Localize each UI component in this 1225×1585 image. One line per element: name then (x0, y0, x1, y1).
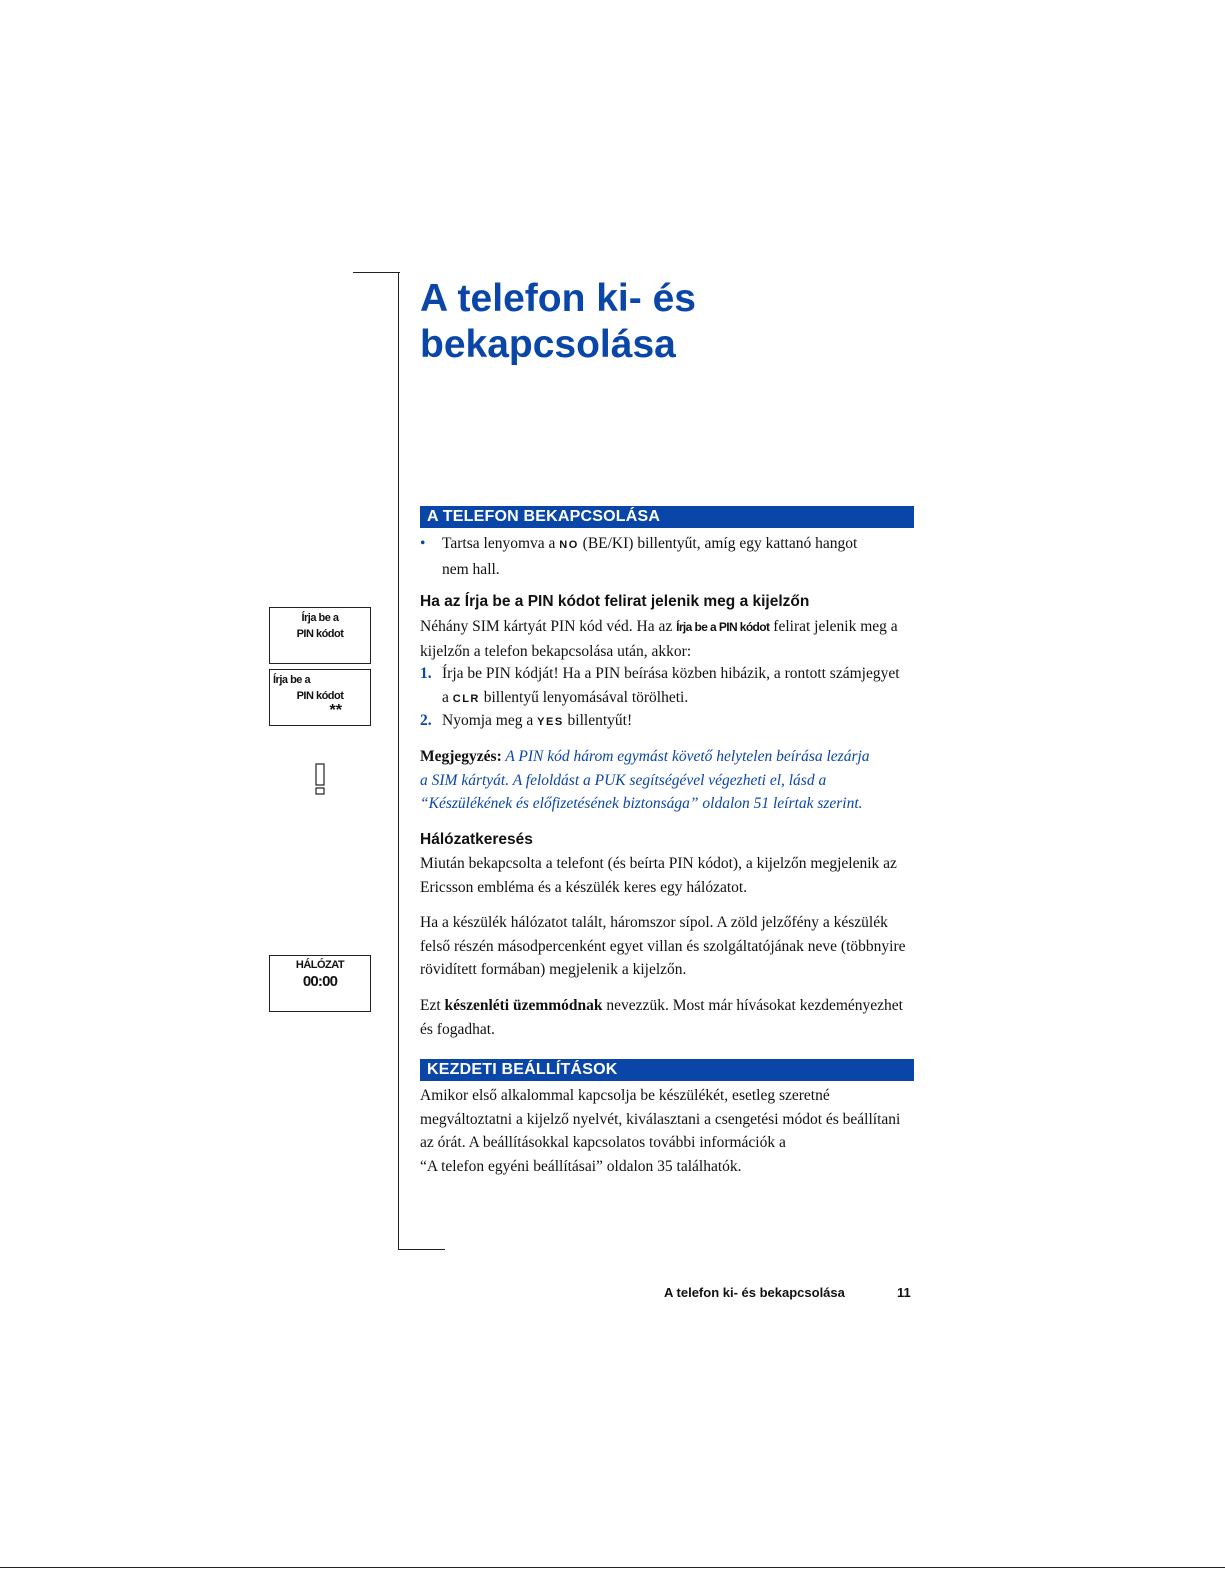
exclamation-icon (313, 763, 327, 795)
pin-paragraph: Néhány SIM kártyát PIN kód véd. Ha az Írja be a PIN kódot felirat jelenik meg a kijelzőn a telefon bekapcsolása után, akkor: (420, 618, 898, 660)
page-number: 11 (897, 1285, 911, 1300)
margin-rule-top (353, 272, 400, 273)
step-2: 2. Nyomja meg a YES billentyűt! (420, 712, 633, 729)
key-no: NO (559, 539, 579, 551)
note-label: Megjegyzés: (420, 748, 502, 765)
standby-paragraph: Ezt készenléti üzemmódnak nevezzük. Most már hívásokat kezdeményezhet és fogadhat. (420, 997, 903, 1038)
network-subheading: Hálózatkeresés (420, 831, 533, 848)
note-paragraph: Megjegyzés: A PIN kód három egymást követő helytelen beírása lezárja a SIM kártyát. A feloldást a PUK segítségével végezheti el, lásd a “Készülékének és előfizetésének biztonsága” oldalon 51 leírtak szerint. (420, 748, 870, 812)
bullet-item: • Tartsa lenyomva a NO (BE/KI) billentyűt, amíg egy kattanó hangot nem hall. (420, 532, 914, 581)
chapter-title-line2: bekapcsolása (420, 323, 676, 366)
key-clr: CLR (452, 692, 480, 705)
standby-term: készenléti üzemmódnak (444, 997, 603, 1014)
phone-display-pin-prompt: Írja be a PIN kódot (269, 607, 371, 664)
section-heading-power-on: A TELEFON BEKAPCSOLÁSA (420, 506, 914, 528)
network-paragraph-2: Ha a készülék hálózatot talált, háromszor sípol. A zöld jelzőfény a készülék felső részén másodpercenként egyet villan és szolgáltatójának neve (többnyire rövidített formában) megjelenik a kijelzőn. (420, 914, 906, 978)
network-paragraph-1: Miután bekapcsolta a telefont (és beírta PIN kódot), a kijelzőn megjelenik az Ericsson embléma és a készülék keres egy hálózatot. (420, 855, 897, 896)
chapter-title-line1: A telefon ki- és (420, 277, 696, 320)
margin-rule-bottom (398, 1249, 445, 1250)
key-yes: YES (537, 716, 564, 728)
step-1: 1. Írja be PIN kódját! Ha a PIN beírása közben hibázik, a rontott számjegyet a CLR billentyű lenyomásával törölheti. (420, 665, 900, 706)
chapter-title (420, 276, 920, 368)
bullet-marker: • (420, 535, 426, 552)
phone-display-pin-entry: Írja be a PIN kódot ** (269, 669, 371, 726)
page-bottom-rule (0, 1567, 1225, 1568)
phone-display-network: HÁLÓZAT 00:00 (269, 955, 371, 1012)
display-text-inline: Írja be a PIN kódot (676, 620, 770, 634)
margin-rule-vertical (398, 272, 399, 1250)
settings-paragraph: Amikor első alkalommal kapcsolja be készülékét, esetleg szeretné megváltoztatni a kijelző nyelvét, kiválasztani a csengetési módot és beállítani az órát. A beállításokkal kapcsolatos további információk a “A telefon egyéni beállításai” oldalon 35 találhatók. (420, 1087, 901, 1175)
footer-chapter-title: A telefon ki- és bekapcsolása (664, 1285, 845, 1300)
pin-subheading: Ha az Írja be a PIN kódot felirat jelenik meg a kijelzőn (420, 593, 810, 610)
section-heading-initial-settings: KEZDETI BEÁLLÍTÁSOK (420, 1059, 914, 1081)
